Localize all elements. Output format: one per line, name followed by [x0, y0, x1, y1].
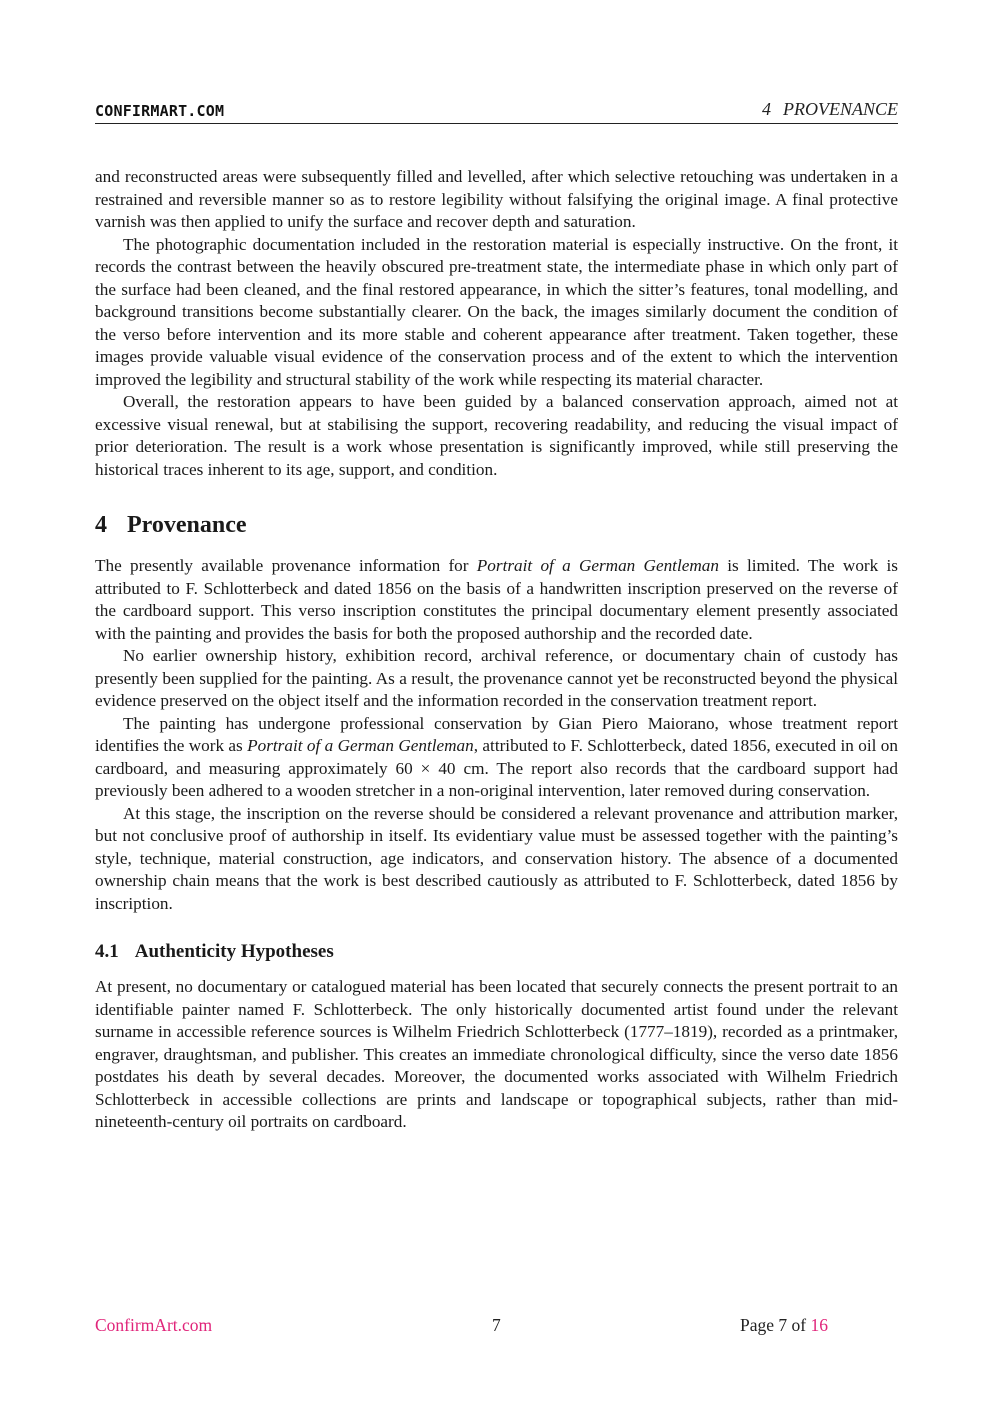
running-section-title: [762, 99, 898, 120]
paragraph: At present, no documentary or catalogued material has been located that securely connects the present portrait to an identifiable painter named F. Schlotterbeck. The only historically documented artist found under the relevant surname in accessible reference sources is Wilhelm Friedrich Schlotterbeck (1777–1819), recorded as a printmaker, engraver, draughtsman, and publisher. This creates an immediate chronological difficulty, since the verso date 1856 postdates his death by several decades. Moreover, the documented works associated with Wilhelm Friedrich Schlotterbeck in accessible collections are prints and landscape or topographical subjects, rather than mid-nineteenth-century oil portraits on cardboard.: [95, 977, 898, 1131]
paragraph: The photographic documentation included in the restoration material is especially instructive. On the front, it records the contrast between the heavily obscured pre-treatment state, the intermediate phase in which only part of the surface had been cleaned, and the final restored appearance, in which the sitter’s features, tonal modelling, and background transitions become substantially clearer. On the back, the images similarly document the condition of the verso before intervention and its more stable and coherent appearance after treatment. Taken together, these images provide valuable visual evidence of the conservation process and of the extent to which the intervention improved the legibility and structural stability of the work while respecting its material character.: [95, 234, 898, 389]
footer-site-link[interactable]: ConfirmArt.com: [95, 1315, 213, 1335]
paragraph: No earlier ownership history, exhibition record, archival reference, or documentary chain of custody has presently been supplied for the painting. As a result, the provenance cannot yet be reconstructed beyond the physical evidence preserved on the object itself and the information recorded in the conservation treatment report.: [95, 646, 898, 710]
paragraph: [95, 713, 898, 803]
text-span: , attributed to F. Schlotterbeck, dated 1856, executed in oil on cardboard, and measuring approximately 60 × 40 cm. The report also records that the cardboard support had previously been adhered to a wooden stretcher in a non-original intervention, later removed during conservation.: [95, 736, 898, 800]
running-section-number: 4: [762, 99, 771, 119]
paragraph: Overall, the restoration appears to have been guided by a balanced conservation approach, aimed not at excessive visual renewal, but at stabilising the support, recovering readability, and reducing the visual impact of prior deterioration. The result is a work whose presentation is significantly improved, while still preserving the historical traces inherent to its age, support, and condition.: [95, 392, 898, 479]
artwork-title: Portrait of a German Gentleman: [247, 736, 474, 755]
paragraph: At this stage, the inscription on the reverse should be considered a relevant provenance and attribution marker, but not conclusive proof of authorship in itself. Its evidentiary value must be assessed together with the painting’s style, technique, material construction, age indicators, and conservation history. The absence of a documented ownership chain means that the work is best described cautiously as attributed to F. Schlotterbeck, dated 1856 by inscription.: [95, 803, 898, 913]
subsection-number: 4.1: [95, 941, 119, 962]
section-title: Provenance: [127, 512, 247, 538]
running-header: [95, 98, 898, 124]
paragraph: [95, 555, 898, 645]
footer-page-number: 7: [492, 1315, 501, 1335]
text-span: The presently available provenance information for: [95, 556, 477, 575]
section-heading: [95, 511, 898, 539]
page-count-label: Page 7 of: [740, 1315, 811, 1335]
running-section-name: PROVENANCE: [783, 99, 898, 119]
text-span: The painting has undergone professional conservation by Gian Piero Maiorano, whose treatment report identifies the work as: [95, 713, 898, 755]
subsection-title: Authenticity Hypotheses: [134, 941, 334, 962]
subsection-heading: [95, 940, 898, 964]
document-page: [95, 98, 898, 1134]
artwork-title: Portrait of a German Gentleman: [476, 556, 719, 575]
text-span: is limited. The work is attributed to F. Schlotterbeck and dated 1856 on the basis of a handwritten inscription preserved on the reverse of the cardboard support. This verso inscription constitutes the principal documentary element presently associated with the painting and provides the basis for both the proposed authorship and the recorded date.: [95, 556, 898, 643]
site-logo: CONFIRMART.COM: [95, 102, 225, 120]
section-number: 4: [95, 512, 107, 538]
total-pages-link[interactable]: 16: [810, 1315, 828, 1335]
body-text: [95, 166, 898, 1134]
footer-page-count: [740, 1315, 828, 1336]
paragraph: and reconstructed areas were subsequently filled and levelled, after which selective retouching was undertaken in a restrained and reversible manner so as to restore legibility without falsifying the original image. A final protective varnish was then applied to unify the surface and recover depth and saturation.: [95, 167, 898, 231]
